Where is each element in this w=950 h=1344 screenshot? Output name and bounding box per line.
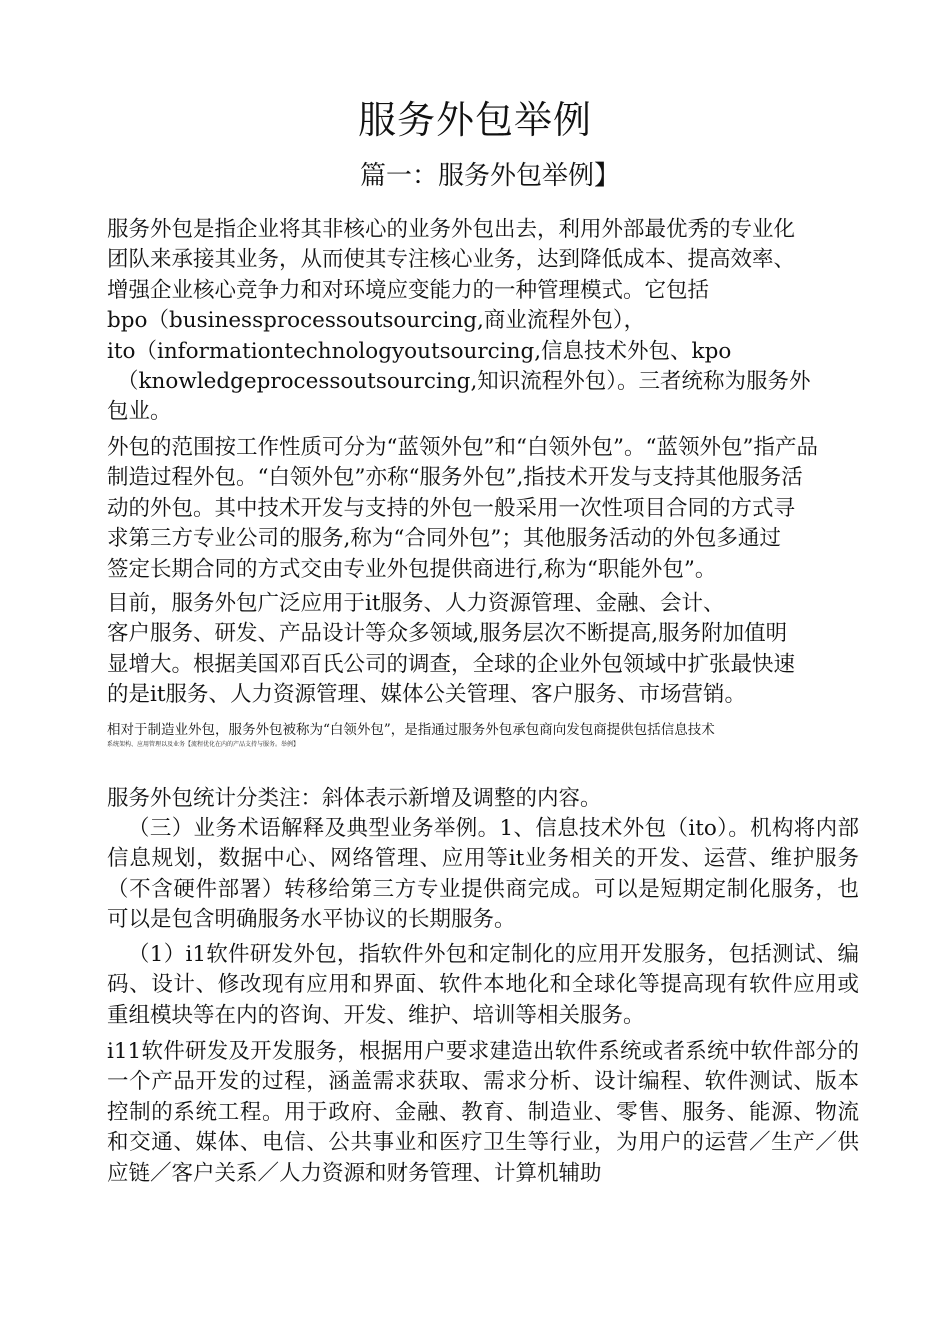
scope-line: 制造过程外包。“白领外包”亦称“服务外包”,指技术开发与支持其他服务活 (107, 465, 803, 491)
intro-line: 增强企业核心竞争力和对环境应变能力的一种管理模式。它包括 (107, 277, 710, 303)
current-status-line: 的是it服务、人力资源管理、媒体公关管理、客户服务、市场营销。 (107, 682, 747, 708)
intro-paragraph (107, 215, 859, 428)
intro-line: bpo（businessprocessoutsourcing,商业流程外包）， (107, 308, 646, 334)
section-three-paragraph: （三）业务术语解释及典型业务举例。1、信息技术外包（ito）。机构将内部信息规划，数据中心、网络管理、应用等it业务相关的开发、运营、维护服务（不含硬件部署）转移给第三方专业提供商完成。可以是短期定制化服务，也可以是包含明确服务水平协议的长期服务。 (107, 816, 859, 933)
tiny-footnote: 系统架构、应用管理以及业务【流程优化在内的产品支持与服务。举例】 (107, 741, 300, 748)
small-definition-note: 相对于制造业外包，服务外包被称为“白领外包”，是指通过服务外包承包商向发包商提供包括信息技术 (107, 722, 715, 738)
document-subtitle: 篇一：服务外包举例】 (359, 161, 620, 191)
intro-line: ito（informationtechnologyoutsourcing,信息技术外包、kpo (107, 338, 732, 364)
statistics-note: 服务外包统计分类注：斜体表示新增及调整的内容。 (107, 786, 602, 811)
scope-line: 动的外包。其中技术开发与支持的外包一般采用一次性项目合同的方式寻 (107, 495, 796, 521)
current-status-paragraph (107, 589, 859, 711)
current-status-line: 目前，服务外包广泛应用于it服务、人力资源管理、金融、会计、 (107, 591, 725, 616)
item-two-paragraph: i11软件研发及开发服务，根据用户要求建造出软件系统或者系统中软件部分的一个产品开发的过程，涵盖需求获取、需求分析、设计编程、软件测试、版本控制的系统工程。用于政府、金融、教育、制造业、零售、服务、能源、物流和交通、媒体、电信、公共事业和医疗卫生等行业，为用户的运营／生产／供应链／客户关系／人力资源和财务管理、计算机辅助 (107, 1039, 859, 1186)
intro-line: 服务外包是指企业将其非核心的业务外包出去，利用外部最优秀的专业化 (107, 217, 796, 242)
intro-line: （knowledgeprocessoutsourcing,知识流程外包）。三者统称为服务外 (117, 369, 811, 395)
scope-line: 签定长期合同的方式交由专业外包提供商进行,称为“职能外包”。 (107, 556, 717, 582)
scope-paragraph (107, 433, 859, 585)
item-one-paragraph: （1）i1软件研发外包，指软件外包和定制化的应用开发服务，包括测试、编码、设计、修改现有应用和界面、软件本地化和全球化等提高现有软件应用或重组模块等在内的咨询、开发、维护、培训等相关服务。 (107, 942, 859, 1028)
scope-line: 求第三方专业公司的服务,称为“合同外包”；其他服务活动的外包多通过 (107, 526, 781, 552)
intro-line: 包业。 (107, 399, 172, 425)
document-title: 服务外包举例 (357, 98, 592, 142)
intro-line: 团队来承接其业务，从而使其专注核心业务，达到降低成本、提高效率、 (107, 247, 796, 273)
scope-line: 外包的范围按工作性质可分为“蓝领外包”和“白领外包”。“蓝领外包”指产品 (107, 435, 818, 460)
current-status-line: 显增大。根据美国邓百氏公司的调查，全球的企业外包领域中扩张最快速 (107, 651, 796, 677)
current-status-line: 客户服务、研发、产品设计等众多领域,服务层次不断提高,服务附加值明 (107, 621, 788, 647)
